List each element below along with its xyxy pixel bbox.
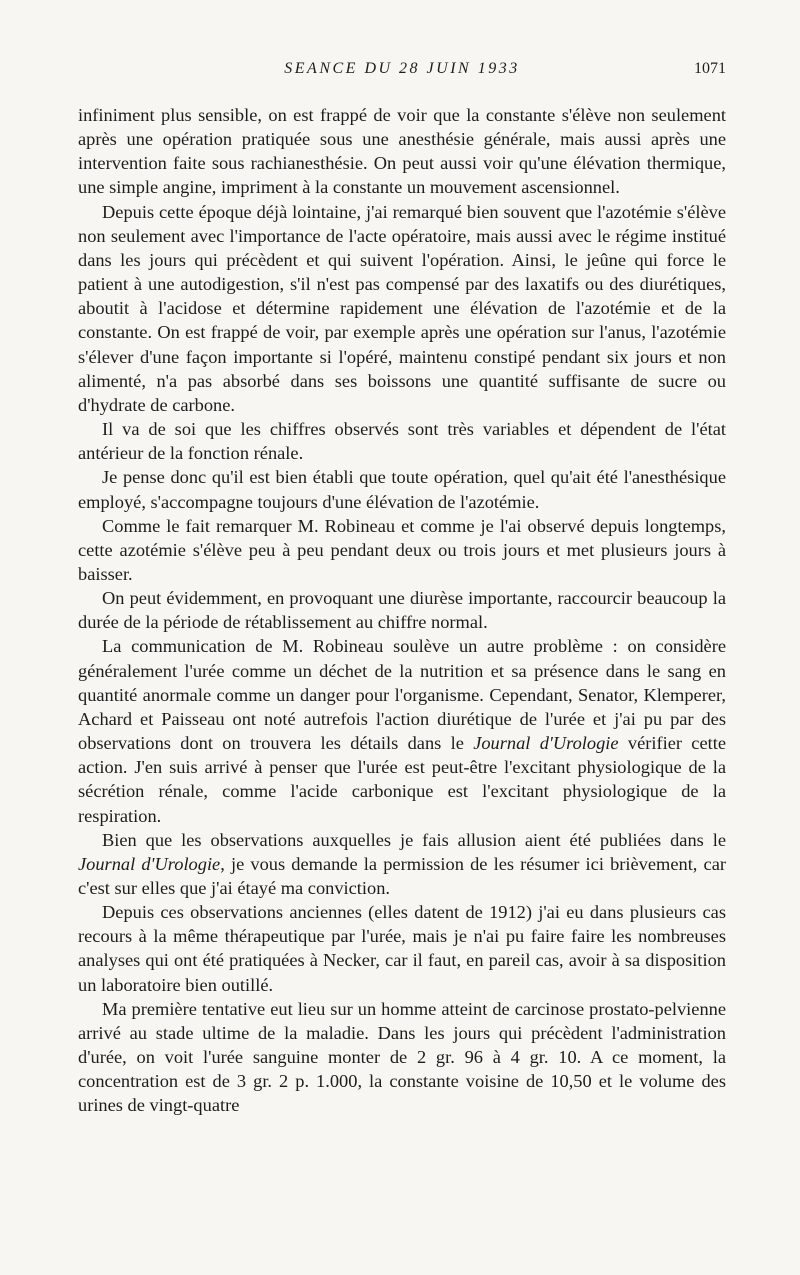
journal-title: Journal d'Urologie	[473, 733, 619, 754]
paragraph: Depuis ces observations anciennes (elles datent de 1912) j'ai eu dans plusieurs cas recours à la même thérapeutique par l'urée, mais je n'ai pu faire faire les nombreuses analyses qui ont été pratiquées à Necker, car il faut, en pareil cas, avoir à sa disposition un laboratoire bien outillé.	[78, 902, 726, 995]
journal-title: Journal d'Urologie	[78, 853, 221, 874]
paragraph	[78, 634, 726, 827]
paragraph: infiniment plus sensible, on est frappé de voir que la constante s'élève non seulement après une opération pratiquée sous une anesthésie générale, mais aussi après une intervention faite sous rachianesthésie. On peut aussi voir qu'une élévation thermique, une simple angine, impriment à la constante un mouvement ascensionnel.	[78, 105, 726, 198]
page-header	[78, 60, 726, 88]
paragraph-text: La communication de M. Robineau soulève un autre problème : on considère généralement l'urée comme un déchet de la nutrition et sa présence dans le sang en quantité anormale comme un danger pour l'organisme. Cependant, Senator, Klemperer, Achard et Paisseau ont noté autrefois l'action diurétique de l'urée et j'ai pu par des observations dont on trouvera les détails dans le	[78, 636, 726, 754]
paragraph-text: , je vous demande la permission de les résumer ici brièvement, car c'est sur elles que j'ai étayé ma conviction.	[78, 853, 726, 898]
paragraph: On peut évidemment, en provoquant une diurèse importante, raccourcir beaucoup la durée de la période de rétablissement au chiffre normal.	[78, 588, 726, 633]
paragraph: Je pense donc qu'il est bien établi que toute opération, quel qu'ait été l'anesthésique employé, s'accompagne toujours d'une élévation de l'azotémie.	[78, 467, 726, 512]
body-text	[78, 103, 726, 1118]
paragraph-text: vérifier cette action. J'en suis arrivé à penser que l'urée est peut-être l'excitant physiologique de la sécrétion rénale, comme l'acide carbonique est l'excitant physiologique de la respiration.	[78, 733, 726, 826]
paragraph: Ma première tentative eut lieu sur un homme atteint de carcinose prostato-pelvienne arrivé au stade ultime de la maladie. Dans les jours qui précèdent l'administration d'urée, on voit l'urée sanguine monter de 2 gr. 96 à 4 gr. 10. A ce moment, la concentration est de 3 gr. 2 p. 1.000, la constante voisine de 10,50 et le volume des urines de vingt-quatre	[78, 998, 726, 1116]
page-number: 1071	[694, 60, 726, 77]
paragraph-text: Bien que les observations auxquelles je fais allusion aient été publiées dans le	[102, 829, 726, 850]
paragraph: Comme le fait remarquer M. Robineau et comme je l'ai observé depuis longtemps, cette azotémie s'élève peu à peu pendant deux ou trois jours et met plusieurs jours à baisser.	[78, 515, 726, 584]
paragraph: Il va de soi que les chiffres observés sont très variables et dépendent de l'état antérieur de la fonction rénale.	[78, 419, 726, 464]
running-title: SEANCE DU 28 JUIN 1933	[284, 60, 520, 77]
paragraph	[78, 828, 726, 900]
paragraph: Depuis cette époque déjà lointaine, j'ai remarqué bien souvent que l'azotémie s'élève non seulement avec l'importance de l'acte opératoire, mais aussi avec le régime institué dans les jours qui précèdent et qui suivent l'opération. Ainsi, le jeûne qui force le patient à une autodigestion, s'il n'est pas compensé par des laxatifs ou des diurétiques, aboutit à l'acidose et détermine rapidement une élévation de l'azotémie et de la constante. On est frappé de voir, par exemple après une opération sur l'anus, l'azotémie s'élever d'une façon importante si l'opéré, maintenu constipé pendant six jours et non alimenté, n'a pas absorbé dans ses boissons une quantité suffisante de sucre ou d'hydrate de carbone.	[78, 201, 726, 415]
